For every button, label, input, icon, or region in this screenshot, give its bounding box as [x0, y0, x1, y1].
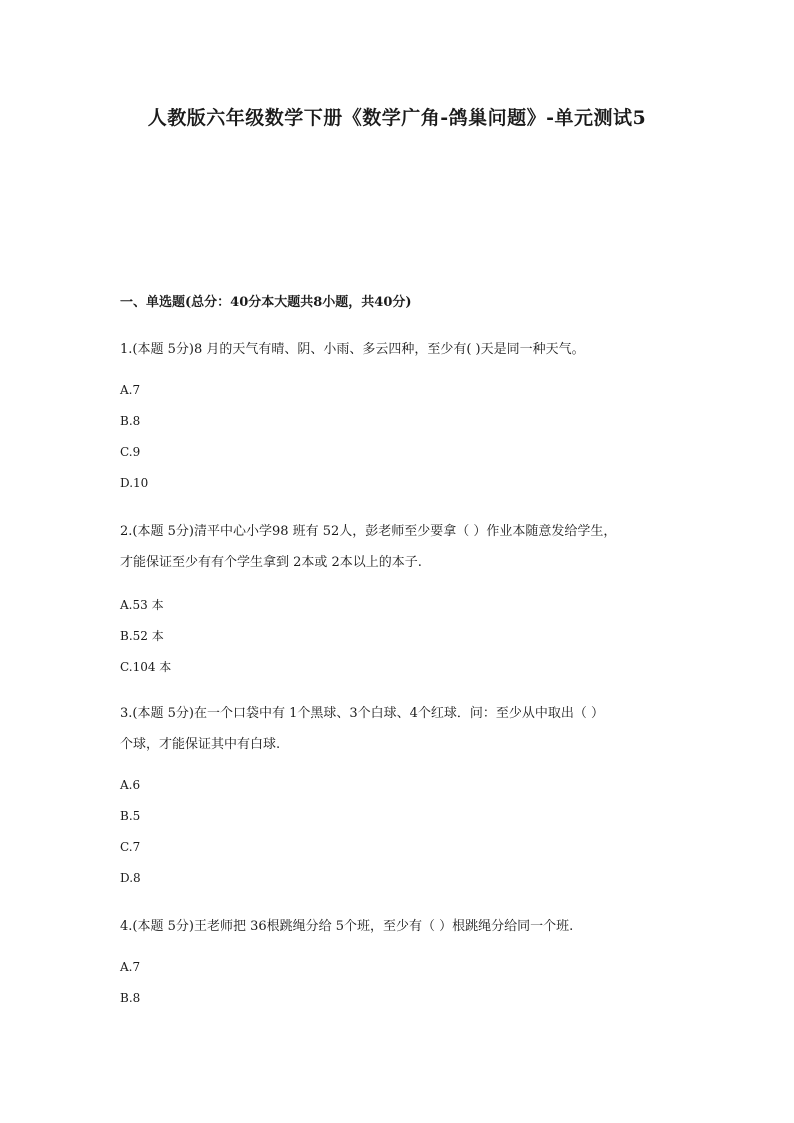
question-text-continued: 个球，才能保证其中有白球.	[120, 737, 281, 752]
page-title: 人教版六年级数学下册《数学广角-鸽巢问题》-单元测试5	[147, 107, 647, 129]
option-d: D.10	[120, 476, 149, 490]
option-a: A.7	[120, 383, 141, 397]
question-text: 4.(本题 5分)王老师把 36根跳绳分给 5个班，至少有（ ）根跳绳分给同一个班.	[120, 919, 574, 934]
question-text: 3.(本题 5分)在一个口袋中有 1个黑球、3个白球、4个红球．问：至少从中取出（ ）	[120, 706, 605, 721]
question-text: 1.(本题 5分)8 月的天气有晴、阴、小雨、多云四种，至少有( )天是同一种天气。	[120, 342, 585, 357]
option-b: B.8	[120, 991, 141, 1005]
question-text-continued: 才能保证至少有有个学生拿到 2本或 2本以上的本子.	[120, 555, 422, 570]
section-heading: 一、单选题(总分：40分本大题共8小题，共40分)	[120, 295, 412, 310]
option-c: C.104 本	[120, 660, 172, 674]
option-d: D.8	[120, 871, 141, 885]
option-b: B.8	[120, 414, 141, 428]
option-a: A.6	[120, 778, 141, 792]
option-c: C.7	[120, 840, 141, 854]
option-a: A.53 本	[120, 598, 164, 612]
option-a: A.7	[120, 960, 141, 974]
option-b: B.52 本	[120, 629, 164, 643]
question-text: 2.(本题 5分)清平中心小学98 班有 52人，彭老师至少要拿（ ）作业本随意发给学生，	[120, 524, 617, 539]
option-c: C.9	[120, 445, 141, 459]
option-b: B.5	[120, 809, 141, 823]
